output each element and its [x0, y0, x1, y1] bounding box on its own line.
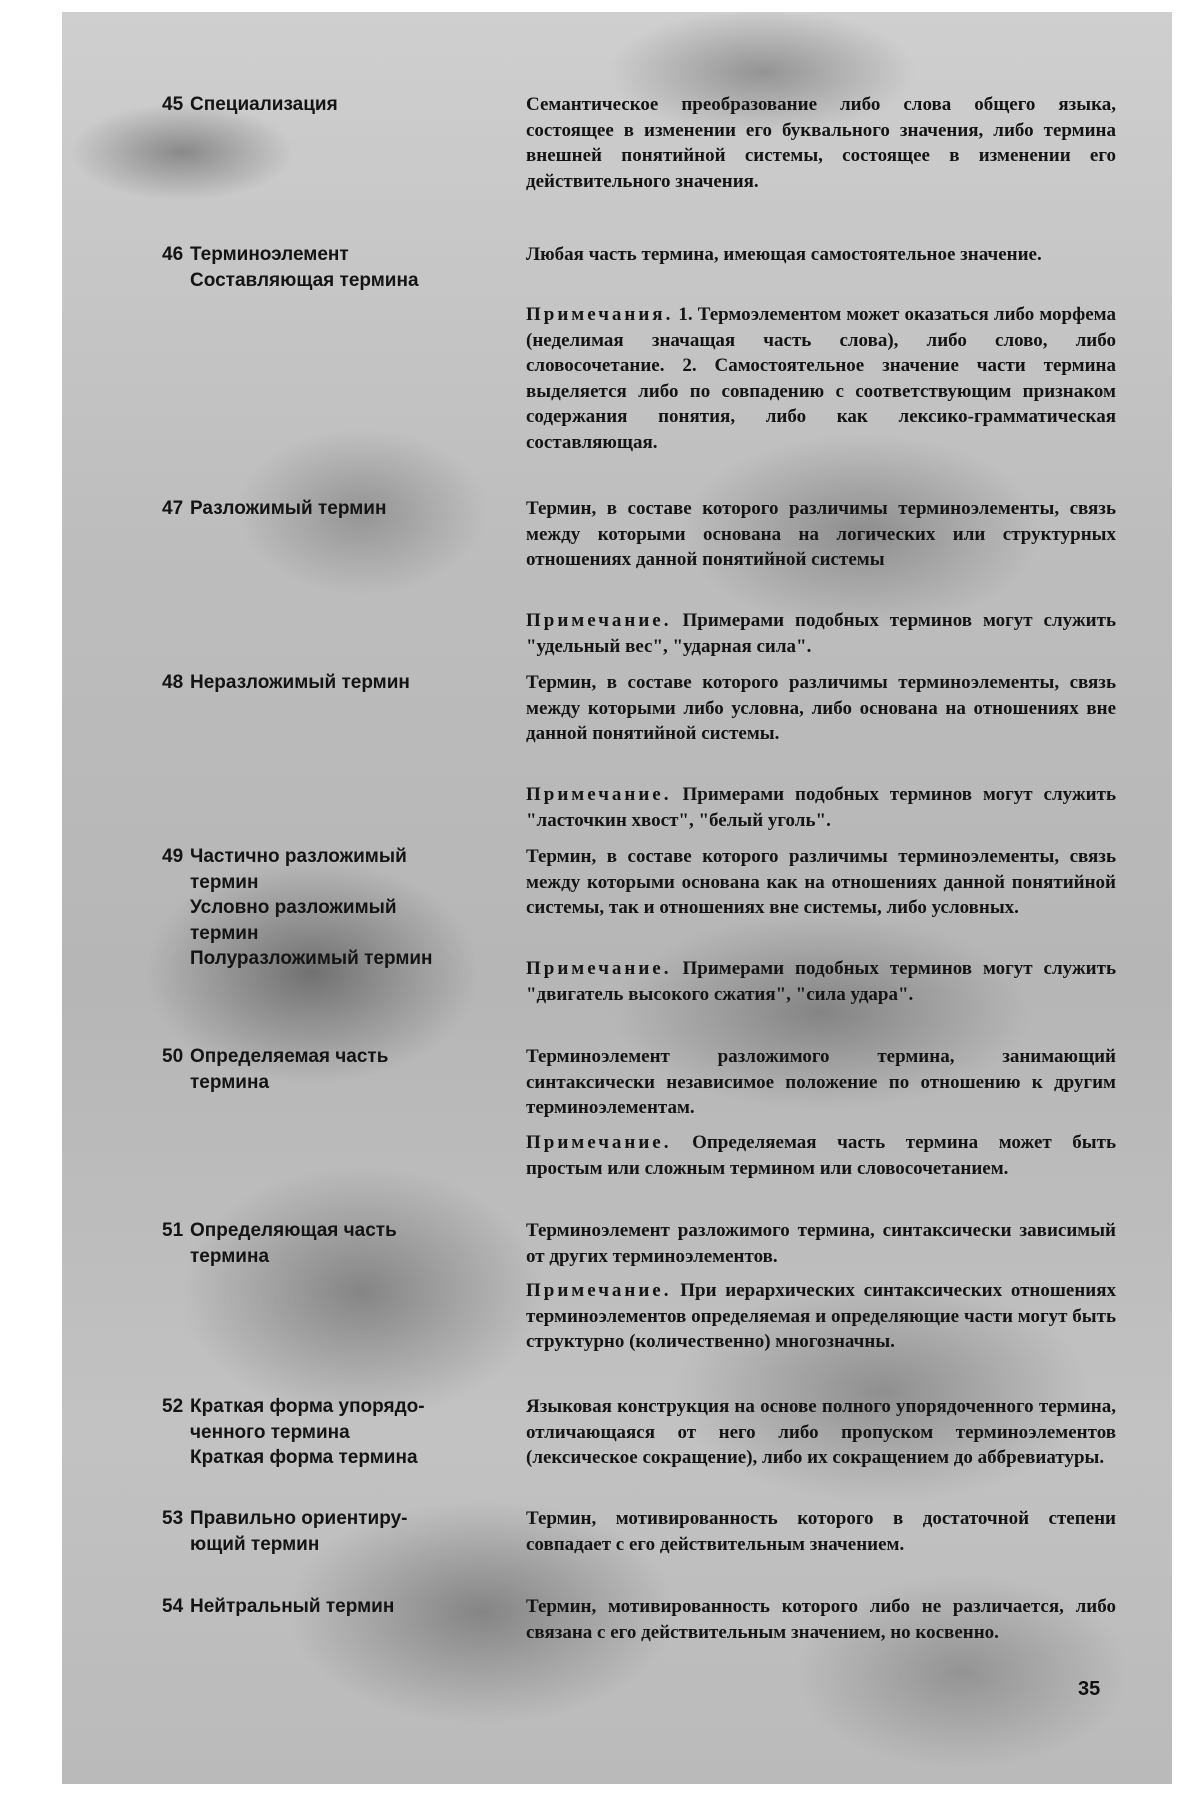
entry-note [526, 1278, 1116, 1355]
definition-text: Терминоэлемент разложимого термина, синтаксически зависимый от других терминоэлементов. [526, 1220, 1116, 1267]
note-text: При иерархических синтаксических отношениях терминоэлементов определяемая и определяющие части могут быть структурно (количественно) многозначны. [526, 1280, 1116, 1352]
entry-term [162, 1394, 492, 1471]
entry-number: 50 [162, 1046, 184, 1067]
entry-term [162, 92, 492, 118]
term-line: термин [190, 922, 259, 944]
note-text: 1. Термоэлементом может оказаться либо морфема (неделимая значащая часть слова), либо слово, либо словосочетание. 2. Самостоятельное значение части термина выделяется либо по совпадению с соответствующим признаком содержания понятия, либо как лексико-грамматическая составляющая. [526, 304, 1116, 453]
entry-number: 46 [162, 244, 184, 265]
note-text: Примерами подобных терминов могут служить "двигатель высокого сжатия", "сила удара". [526, 958, 1117, 1005]
entry-definition [526, 1044, 1116, 1121]
term-line: Нейтральный термин [190, 1596, 395, 1617]
definition-text: Любая часть термина, имеющая самостоятельное значение. [526, 244, 1042, 265]
note-heading: Примечание. [526, 958, 672, 979]
term-line: термина [190, 1245, 270, 1267]
definition-text: Термин, мотивированность которого в достаточной степени совпадает с его действительным значением. [526, 1508, 1116, 1555]
term-line: Краткая форма упорядо- [190, 1396, 425, 1417]
term-line: Определяющая часть [190, 1220, 397, 1241]
entry-number: 51 [162, 1220, 184, 1241]
entry-definition [526, 1506, 1116, 1557]
entry-term [162, 1044, 492, 1095]
term-line: Правильно ориентиру- [190, 1508, 408, 1529]
entry-number: 49 [162, 846, 184, 867]
entry-definition [526, 1394, 1116, 1471]
term-line: термина [190, 1071, 270, 1093]
note-text: Определяемая часть термина может быть простым или сложным термином или словосочетанием. [526, 1132, 1116, 1179]
term-line: Терминоэлемент [190, 244, 349, 265]
entry-note [526, 956, 1116, 1007]
definition-text: Языковая конструкция на основе полного упорядоченного термина, отличающаяся от него либо пропуском терминоэлементов (лексическое сокращение), либо их сокращением до аббревиатуры. [526, 1396, 1116, 1468]
term-line: Частично разложимый [190, 846, 407, 867]
entry-definition [526, 844, 1116, 921]
entry-number: 45 [162, 94, 184, 115]
entry-number: 54 [162, 1596, 184, 1617]
entry-definition [526, 92, 1116, 194]
term-line: Условно разложимый [190, 897, 397, 918]
entry-definition [526, 242, 1116, 268]
term-line: Составляющая термина [190, 269, 419, 291]
entry-term [162, 1506, 492, 1557]
entry-definition [526, 670, 1116, 747]
entry-definition [526, 1594, 1116, 1645]
note-heading: Примечание. [526, 1280, 672, 1301]
entry-definition [526, 1218, 1116, 1269]
term-line: термин [190, 871, 259, 893]
note-heading: Примечания. [526, 304, 674, 325]
entry-number: 52 [162, 1396, 184, 1417]
definition-text: Термин, в составе которого различимы терминоэлементы, связь между которыми основана на логических или структурных отношениях данной понятийной системы [526, 498, 1116, 570]
entry-note [526, 782, 1116, 833]
note-heading: Примечание. [526, 784, 672, 805]
entry-definition [526, 496, 1116, 573]
term-line: Специализация [190, 94, 338, 115]
note-heading: Примечание. [526, 1132, 672, 1153]
page-number: 35 [1078, 1678, 1101, 1700]
entry-note [526, 1130, 1116, 1181]
note-text: Примерами подобных терминов могут служить "ласточкин хвост", "белый уголь". [526, 784, 1117, 831]
term-line: ченного термина [190, 1421, 350, 1443]
entry-term [162, 844, 492, 972]
entry-term [162, 242, 492, 293]
entry-term [162, 670, 492, 696]
definition-text: Термин, мотивированность которого либо не различается, либо связана с его действительным значением, но косвенно. [526, 1596, 1116, 1643]
entry-number: 47 [162, 498, 184, 519]
term-line: Неразложимый термин [190, 672, 410, 693]
entry-note [526, 608, 1116, 659]
note-text: Примерами подобных терминов могут служить "удельный вес", "ударная сила". [526, 610, 1117, 657]
term-line: Краткая форма термина [190, 1447, 418, 1468]
entry-note [526, 302, 1116, 455]
definition-text: Термин, в составе которого различимы терминоэлементы, связь между которыми либо условна, либо основана на отношениях вне данной понятийной системы. [526, 672, 1116, 744]
entry-term [162, 1218, 492, 1269]
term-line: Разложимый термин [190, 498, 387, 519]
term-line: Определяемая часть [190, 1046, 389, 1067]
scanned-page [62, 12, 1172, 1784]
entry-number: 53 [162, 1508, 184, 1529]
entry-term [162, 1594, 492, 1620]
entry-term [162, 496, 492, 522]
entry-number: 48 [162, 672, 184, 693]
definition-text: Семантическое преобразование либо слова общего языка, состоящее в изменении его буквального значения, либо термина внешней понятийной системы, состоящее в изменении его действительного значения. [526, 94, 1116, 192]
definition-text: Термин, в составе которого различимы терминоэлементы, связь между которыми основана как на отношениях данной понятийной системы, так и отношениях вне системы, либо условных. [526, 846, 1116, 918]
definition-text: Терминоэлемент разложимого термина, занимающий синтаксически независимое положение по отношению к другим терминоэлементам. [526, 1046, 1116, 1118]
term-line: Полуразложимый термин [190, 948, 433, 969]
term-line: ющий термин [190, 1533, 320, 1555]
note-heading: Примечание. [526, 610, 672, 631]
